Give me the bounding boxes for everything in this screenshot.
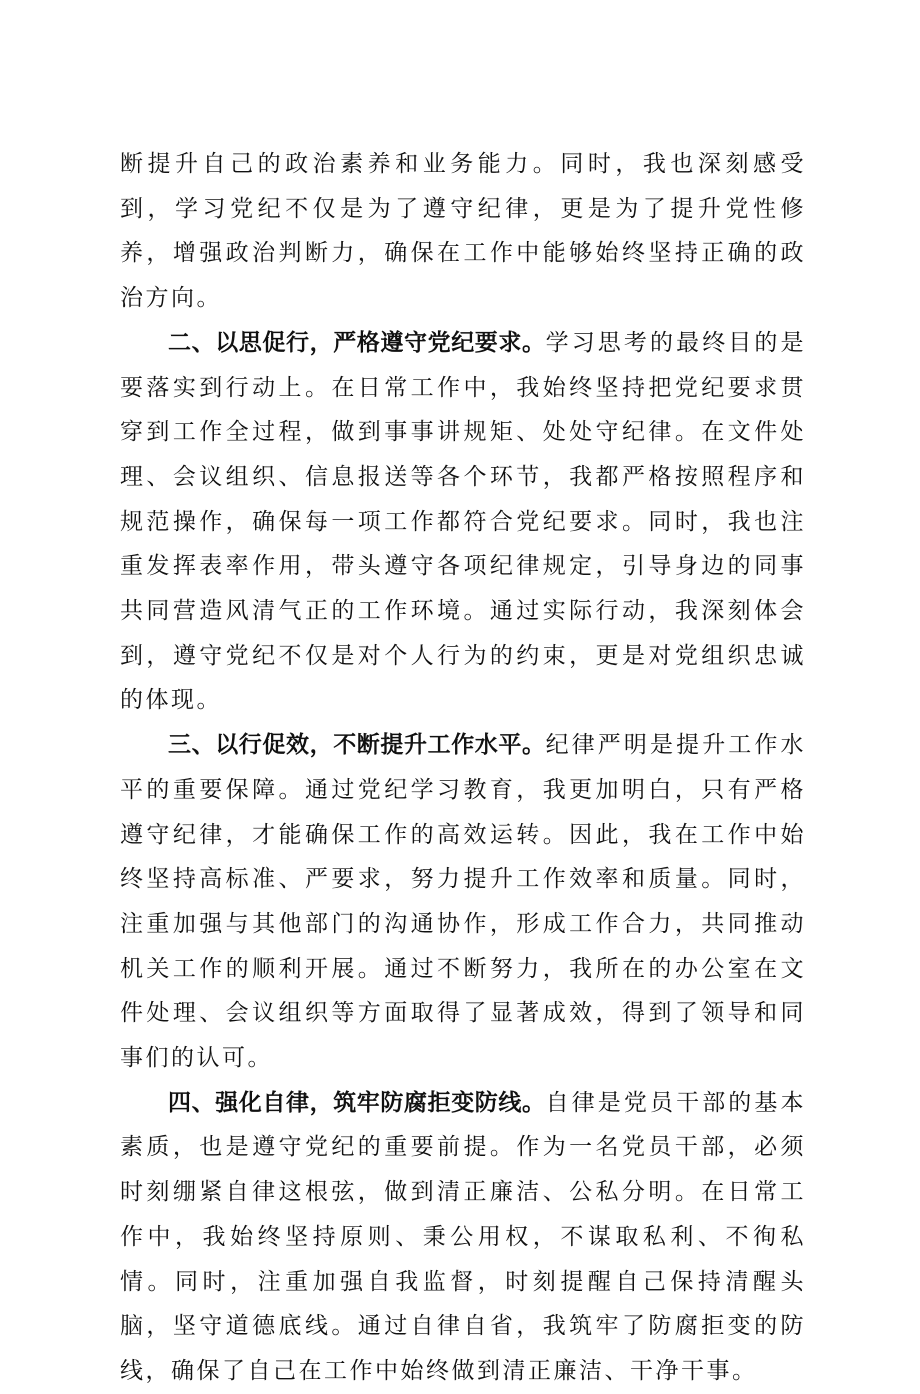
section-heading: 二、以思促行，严格遵守党纪要求。	[168, 329, 546, 356]
paragraph-body: 自律是党员干部的基本素质，也是遵守党纪的重要前提。作为一名党员干部，必须时刻绷紧自律这根弦，做到清正廉洁、公私分明。在日常工作中，我始终坚持原则、秉公用权，不谋取私利、不徇私情。同时，注重加强自我监督，时刻提醒自己保持清醒头脑，坚守道德底线。通过自律自省，我筑牢了防腐拒变的防线，确保了自己在工作中始终做到清正廉洁、干净干事。	[120, 1089, 807, 1384]
paragraph-body: 纪律严明是提升工作水平的重要保障。通过党纪学习教育，我更加明白，只有严格遵守纪律，才能确保工作的高效运转。因此，我在工作中始终坚持高标准、严要求，努力提升工作效率和质量。同时，注重加强与其他部门的沟通协作，形成工作合力，共同推动机关工作的顺利开展。通过不断努力，我所在的办公室在文件处理、会议组织等方面取得了显著成效，得到了领导和同事们的认可。	[120, 732, 807, 1072]
section-heading: 四、强化自律，筑牢防腐拒变防线。	[168, 1089, 546, 1116]
paragraph-section-4	[120, 1081, 806, 1394]
paragraph-section-3	[120, 723, 806, 1081]
paragraph-body: 学习思考的最终目的是要落实到行动上。在日常工作中，我始终坚持把党纪要求贯穿到工作全过程，做到事事讲规矩、处处守纪律。在文件处理、会议组织、信息报送等各个环节，我都严格按照程序和规范操作，确保每一项工作都符合党纪要求。同时，我也注重发挥表率作用，带头遵守各项纪律规定，引导身边的同事共同营造风清气正的工作环境。通过实际行动，我深刻体会到，遵守党纪不仅是对个人行为的约束，更是对党组织忠诚的体现。	[120, 329, 807, 714]
paragraph-continuation	[120, 142, 806, 321]
paragraph-body: 断提升自己的政治素养和业务能力。同时，我也深刻感受到，学习党纪不仅是为了遵守纪律，更是为了提升党性修养，增强政治判断力，确保在工作中能够始终坚持正确的政治方向。	[120, 151, 806, 312]
paragraph-section-2	[120, 321, 806, 723]
section-heading: 三、以行促效，不断提升工作水平。	[168, 732, 546, 759]
document-page	[120, 142, 806, 1394]
